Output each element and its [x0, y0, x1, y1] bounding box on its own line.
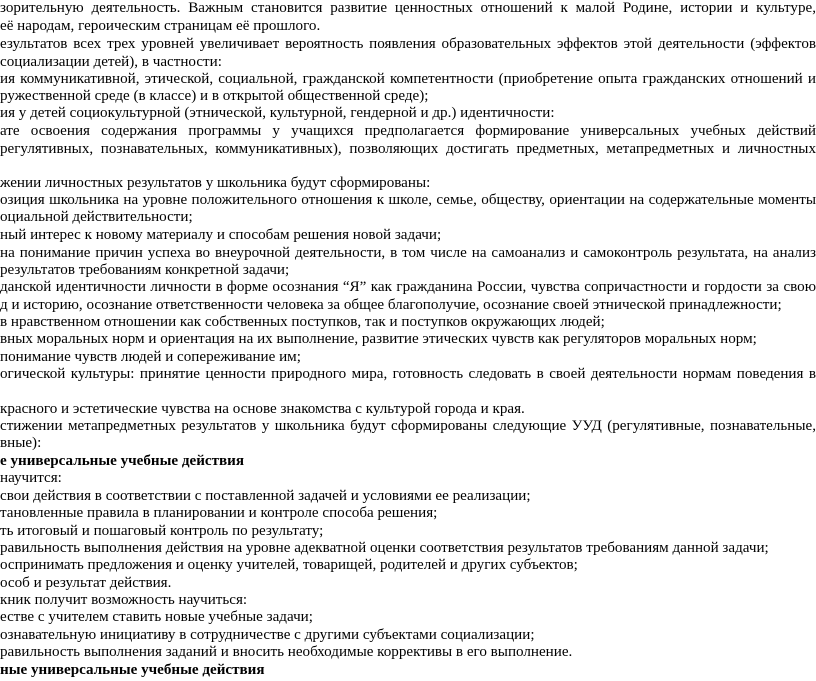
text-line: регулятивных, познавательных, коммуникативных), позволяющих достигать предметных, метапредметных и личностных	[0, 141, 816, 157]
text-line: понимание чувств людей и сопереживание им;	[0, 349, 301, 365]
text-line: особ и результат действия.	[0, 575, 172, 591]
text-line: на понимание причин успеха во внеурочной деятельности, в том числе на самоанализ и самоконтроль результата, на анализ	[0, 245, 816, 261]
text-line: красного и эстетические чувства на основе знакомства с культурой города и края.	[0, 401, 525, 417]
text-line: данской идентичности личности в форме осознания “Я” как гражданина России, чувства сопричастности и гордости за свою	[0, 279, 816, 295]
text-line: ружественной среде (в классе) и в открытой общественной среде);	[0, 88, 429, 104]
text-line: естве с учителем ставить новые учебные задачи;	[0, 609, 313, 625]
text-line: ознавательную инициативу в сотрудничестве с другими субъектами социализации;	[0, 627, 535, 643]
text-line: жении личностных результатов у школьника будут сформированы:	[0, 175, 431, 191]
text-line: тановленные правила в планировании и контроле способа решения;	[0, 505, 438, 521]
text-line: ия коммуникативной, этической, социальной, гражданской компетентности (приобретение опыта гражданских отношений и	[0, 71, 816, 87]
text-line: результатов требованиям конкретной задачи;	[0, 262, 290, 278]
text-line: научится:	[0, 470, 62, 486]
text-line: ный интерес к новому материалу и способам решения новой задачи;	[0, 227, 442, 243]
text-line: вных моральных норм и ориентация на их выполнение, развитие этических чувств как регуляторов моральных норм;	[0, 331, 757, 347]
text-line: зорительную деятельность. Важным становится развитие ценностных отношений к малой Родине, истории и культуре,	[0, 0, 816, 16]
text-line: кник получит возможность научиться:	[0, 592, 248, 608]
text-line: ть итоговый и пошаговый контроль по результату;	[0, 523, 324, 539]
text-line: огической культуры: принятие ценности природного мира, готовность следовать в своей деятельности нормам поведения в	[0, 366, 816, 382]
text-line: оциальной действительности;	[0, 209, 193, 225]
text-line: езультатов всех трех уровней увеличивает вероятность появления образовательных эффектов этой деятельности (эффектов	[0, 36, 816, 52]
text-line: оспринимать предложения и оценку учителей, товарищей, родителей и других субъектов;	[0, 557, 578, 573]
text-line: равильность выполнения заданий и вносить необходимые коррективы в его выполнение.	[0, 644, 573, 660]
text-line: свои действия в соответствии с поставленной задачей и условиями ее реализации;	[0, 488, 531, 504]
text-line: ате освоения содержания программы у учащихся предполагается формирование универсальных учебных действий	[0, 123, 816, 139]
text-line: вные):	[0, 435, 42, 451]
text-line: ия у детей социокультурной (этнической, культурной, гендерной и др.) идентичности:	[0, 105, 555, 121]
section-heading: ные универсальные учебные действия	[0, 662, 265, 678]
text-line: озиция школьника на уровне положительного отношения к школе, семье, обществу, ориентации на содержательные моменты	[0, 192, 816, 208]
text-line: стижении метапредметных результатов у школьника будут сформированы следующие УУД (регулятивные, познавательные,	[0, 418, 816, 434]
text-line: её народам, героическим страницам её прошлого.	[0, 18, 321, 34]
text-line: социализации детей), в частности:	[0, 54, 222, 70]
text-line: в нравственном отношении как собственных поступков, так и поступков окружающих людей;	[0, 314, 605, 330]
text-line: равильность выполнения действия на уровне адекватной оценки соответствия результатов требованиям данной задачи;	[0, 540, 769, 556]
text-line: д и историю, осознание ответственности человека за общее благополучие, осознание своей этнической принадлежности;	[0, 297, 782, 313]
section-heading: е универсальные учебные действия	[0, 453, 245, 469]
